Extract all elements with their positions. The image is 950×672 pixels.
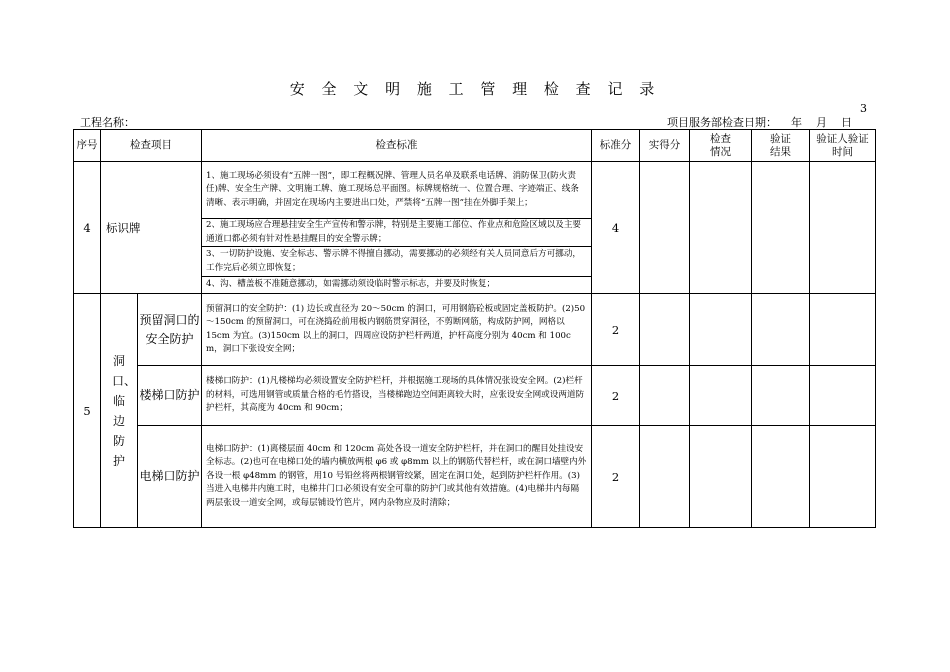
row5-sub3-actual-cell[interactable] bbox=[640, 426, 690, 528]
row5-sub2-verifier-cell[interactable] bbox=[810, 366, 876, 426]
header-no: 序号 bbox=[74, 130, 101, 162]
row5-sub1-name: 预留洞口的安全防护 bbox=[138, 294, 202, 366]
row5-sub1-score: 2 bbox=[592, 294, 640, 366]
inspection-table bbox=[73, 129, 876, 528]
row4-no: 4 bbox=[74, 162, 101, 294]
row5-sub1-verifier-cell[interactable] bbox=[810, 294, 876, 366]
table-row bbox=[74, 162, 876, 219]
header-standard: 检查标准 bbox=[202, 130, 592, 162]
row5-sub3-inspection-cell[interactable] bbox=[690, 426, 752, 528]
row5-sub2-verify-cell[interactable] bbox=[752, 366, 810, 426]
row4-item: 标识牌 bbox=[101, 162, 202, 294]
row5-sub2-inspection-cell[interactable] bbox=[690, 366, 752, 426]
row5-sub3-verifier-cell[interactable] bbox=[810, 426, 876, 528]
row4-actual-cell[interactable] bbox=[640, 162, 690, 294]
table-row bbox=[74, 426, 876, 528]
row5-sub3-score: 2 bbox=[592, 426, 640, 528]
row4-verifier-cell[interactable] bbox=[810, 162, 876, 294]
header-row bbox=[74, 130, 876, 162]
document-title: 安 全 文 明 施 工 管 理 检 查 记 录 bbox=[289, 80, 661, 98]
header-verify-result bbox=[752, 130, 810, 162]
header-inspection bbox=[690, 130, 752, 162]
table-row bbox=[74, 294, 876, 366]
row4-criterion-3: 3、一切防护设施、安全标志、警示牌不得擅自挪动，需要挪动的必须经有关人员同意后方可挪动，工作完后必须立即恢复； bbox=[202, 247, 592, 277]
page-number: 3 bbox=[860, 102, 867, 115]
row4-score: 4 bbox=[592, 162, 640, 294]
row5-group: 洞口、临边防护 bbox=[112, 353, 137, 468]
table-row bbox=[74, 366, 876, 426]
row5-sub3-verify-cell[interactable] bbox=[752, 426, 810, 528]
header-verifier-time bbox=[810, 130, 876, 162]
row5-no: 5 bbox=[74, 294, 101, 528]
row5-sub3-name: 电梯口防护 bbox=[138, 426, 202, 528]
row5-sub2-criteria: 楼梯口防护：(1)凡楼梯均必须设置安全防护栏杆，并根据施工现场的具体情况张设安全网。(2)栏杆的材料，可选用钢管或质量合格的毛竹搭设，当楼梯跑边空间距离较大时，应张设安全网或设两道防护栏杆，其高度为 40cm 和 90cm； bbox=[202, 366, 592, 426]
row4-criterion-1: 1、施工现场必须设有“五牌一图”，即工程概况牌、管理人员名单及联系电话牌、消防保卫(防火责任)牌、安全生产牌、文明施工牌、施工现场总平面图。标牌规格统一、位置合理、字迹端正、线条清晰、表示明确，并固定在现场内主要进出口处，严禁将“五牌一图”挂在外脚手架上； bbox=[202, 162, 592, 219]
row5-sub1-inspection-cell[interactable] bbox=[690, 294, 752, 366]
row5-sub1-criteria: 预留洞口的安全防护：(1) 边长或直径为 20～50cm 的洞口，可用钢筋砼板或固定盖板防护。(2)50～150cm 的预留洞口，可在浇捣砼前用板内钢筋贯穿洞径，不剪断网筋，构成防护网，网格以 15cm 为宜。(3)150cm 以上的洞口，四周应设防护栏杆两道，护杆高度分别为 40cm 和 100c m，洞口下张设安全网； bbox=[202, 294, 592, 366]
row5-sub2-actual-cell[interactable] bbox=[640, 366, 690, 426]
header-inspection-text: 检查情况 bbox=[710, 132, 731, 158]
row5-sub2-name: 楼梯口防护 bbox=[138, 366, 202, 426]
row4-inspection-cell[interactable] bbox=[690, 162, 752, 294]
header-item: 检查项目 bbox=[101, 130, 202, 162]
header-verify-result-text: 验证结果 bbox=[770, 132, 791, 158]
inspection-date-label: 项目服务部检查日期： 年 月 日 bbox=[667, 116, 852, 129]
row4-criterion-4: 4、沟、槽盖板不准随意挪动，如需挪动须设临时警示标志，并要及时恢复； bbox=[202, 277, 592, 294]
header-verifier-time-text: 验证人验证时间 bbox=[816, 132, 869, 158]
header-actual-score: 实得分 bbox=[640, 130, 690, 162]
row5-sub1-verify-cell[interactable] bbox=[752, 294, 810, 366]
row4-criterion-2: 2、施工现场应合理悬挂安全生产宣传和警示牌，特别是主要施工部位、作业点和危险区域以及主要通道口都必须有针对性悬挂醒目的安全警示牌； bbox=[202, 219, 592, 247]
row5-sub3-criteria: 电梯口防护：(1)离楼层面 40cm 和 120cm 高处各设一道安全防护栏杆，并在洞口的醒目处挂设安全标志。(2)也可在电梯口处的墙内横放两根 φ6 或 φ8mm 以上的钢筋代替栏杆，或在洞口墙壁内外各设一根 φ48mm 的钢管，用10 号铅丝将两根钢管绞紧，固定在洞口处，起到防护栏杆作用。(3)当进入电梯井内施工时，电梯井门口必须设有安全可靠的防护门或其他有效措施。(4)电梯井内每隔两层张设一道安全网，或每层铺设竹笆片，网内杂物应及时清除； bbox=[202, 426, 592, 528]
row4-verify-cell[interactable] bbox=[752, 162, 810, 294]
header-std-score: 标准分 bbox=[592, 130, 640, 162]
row5-sub2-score: 2 bbox=[592, 366, 640, 426]
row5-sub1-actual-cell[interactable] bbox=[640, 294, 690, 366]
row5-group-cell bbox=[101, 294, 138, 528]
project-name-label: 工程名称： bbox=[80, 116, 135, 129]
